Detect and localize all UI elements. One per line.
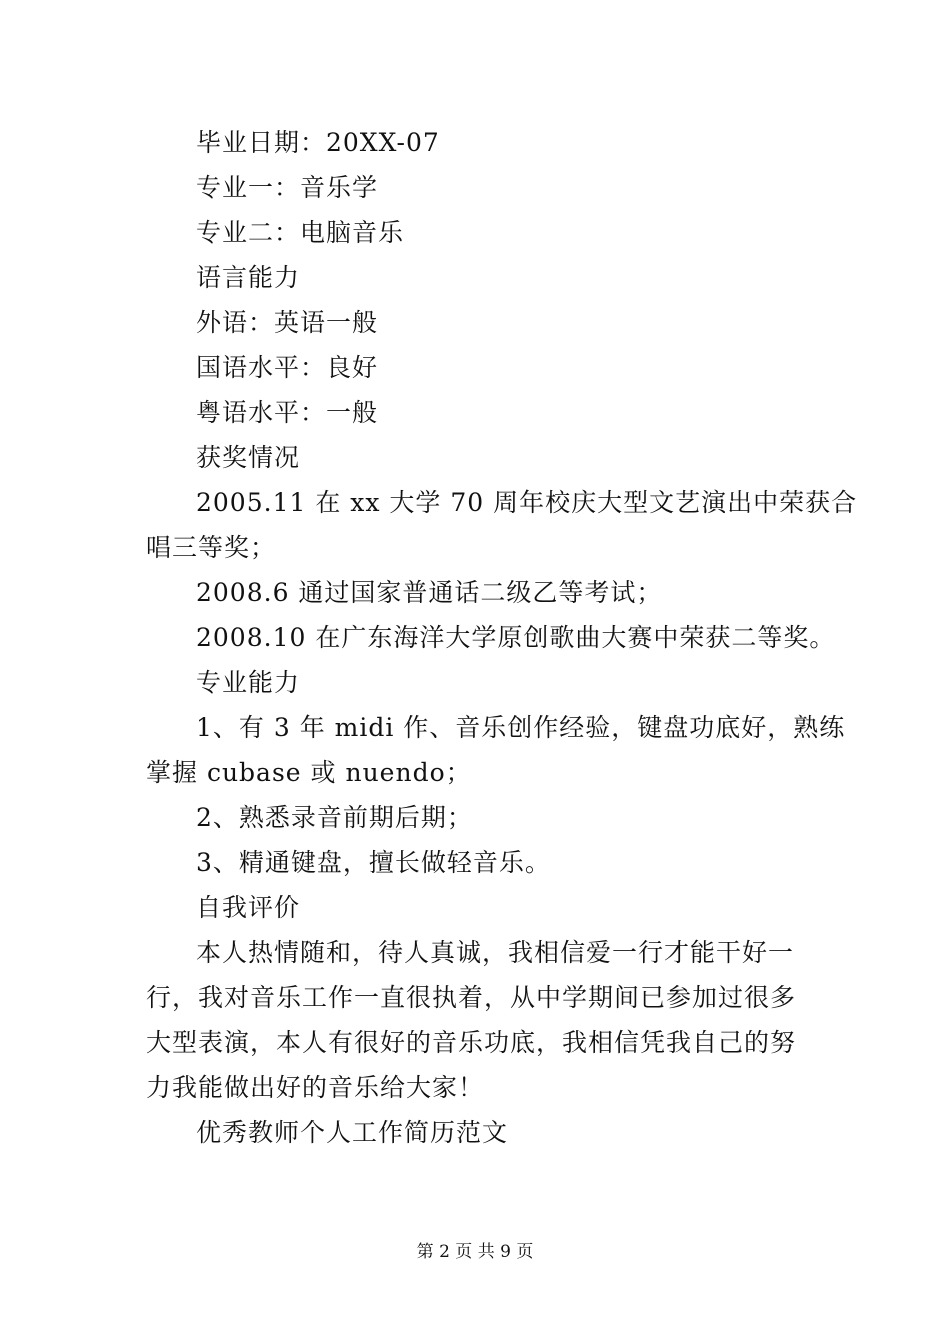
self-evaluation-line-d: 力我能做出好的音乐给大家！ [146, 1073, 485, 1102]
self-evaluation-line-c: 大型表演，本人有很好的音乐功底，我相信凭我自己的努 [146, 1028, 797, 1057]
mandarin-level-line: 国语水平：良好 [196, 353, 379, 382]
self-evaluation-line-a: 本人热情随和，待人真诚，我相信爱一行才能干好一 [196, 938, 795, 967]
foreign-language-line: 外语：英语一般 [196, 308, 379, 337]
skill-line-3: 3、精通键盘，擅长做轻音乐。 [196, 848, 551, 877]
award-line-3: 2008.10 在广东海洋大学原创歌曲大赛中荣获二等奖。 [196, 623, 836, 652]
awards-heading: 获奖情况 [196, 443, 301, 472]
award-line-1a: 2005.11 在 xx 大学 70 周年校庆大型文艺演出中荣获合 [196, 488, 858, 517]
skill-line-1b: 掌握 cubase 或 nuendo； [146, 758, 472, 787]
language-ability-heading: 语言能力 [196, 263, 301, 292]
award-line-2: 2008.6 通过国家普通话二级乙等考试； [196, 578, 663, 607]
next-section-title: 优秀教师个人工作简历范文 [196, 1118, 509, 1147]
professional-skills-heading: 专业能力 [196, 668, 301, 697]
skill-line-1a: 1、有 3 年 midi 作、音乐创作经验，键盘功底好，熟练 [196, 713, 846, 742]
self-evaluation-line-b: 行，我对音乐工作一直很执着，从中学期间已参加过很多 [146, 983, 797, 1012]
page-number-footer: 第 2 页 共 9 页 [416, 1242, 534, 1262]
major-one-line: 专业一：音乐学 [196, 173, 379, 202]
self-evaluation-heading: 自我评价 [196, 893, 301, 922]
major-two-line: 专业二：电脑音乐 [196, 218, 405, 247]
document-body [146, 120, 858, 1155]
graduation-date-line: 毕业日期：20XX-07 [196, 128, 440, 157]
skill-line-2: 2、熟悉录音前期后期； [196, 803, 473, 832]
award-line-1b: 唱三等奖； [146, 533, 277, 562]
cantonese-level-line: 粤语水平：一般 [196, 398, 379, 427]
